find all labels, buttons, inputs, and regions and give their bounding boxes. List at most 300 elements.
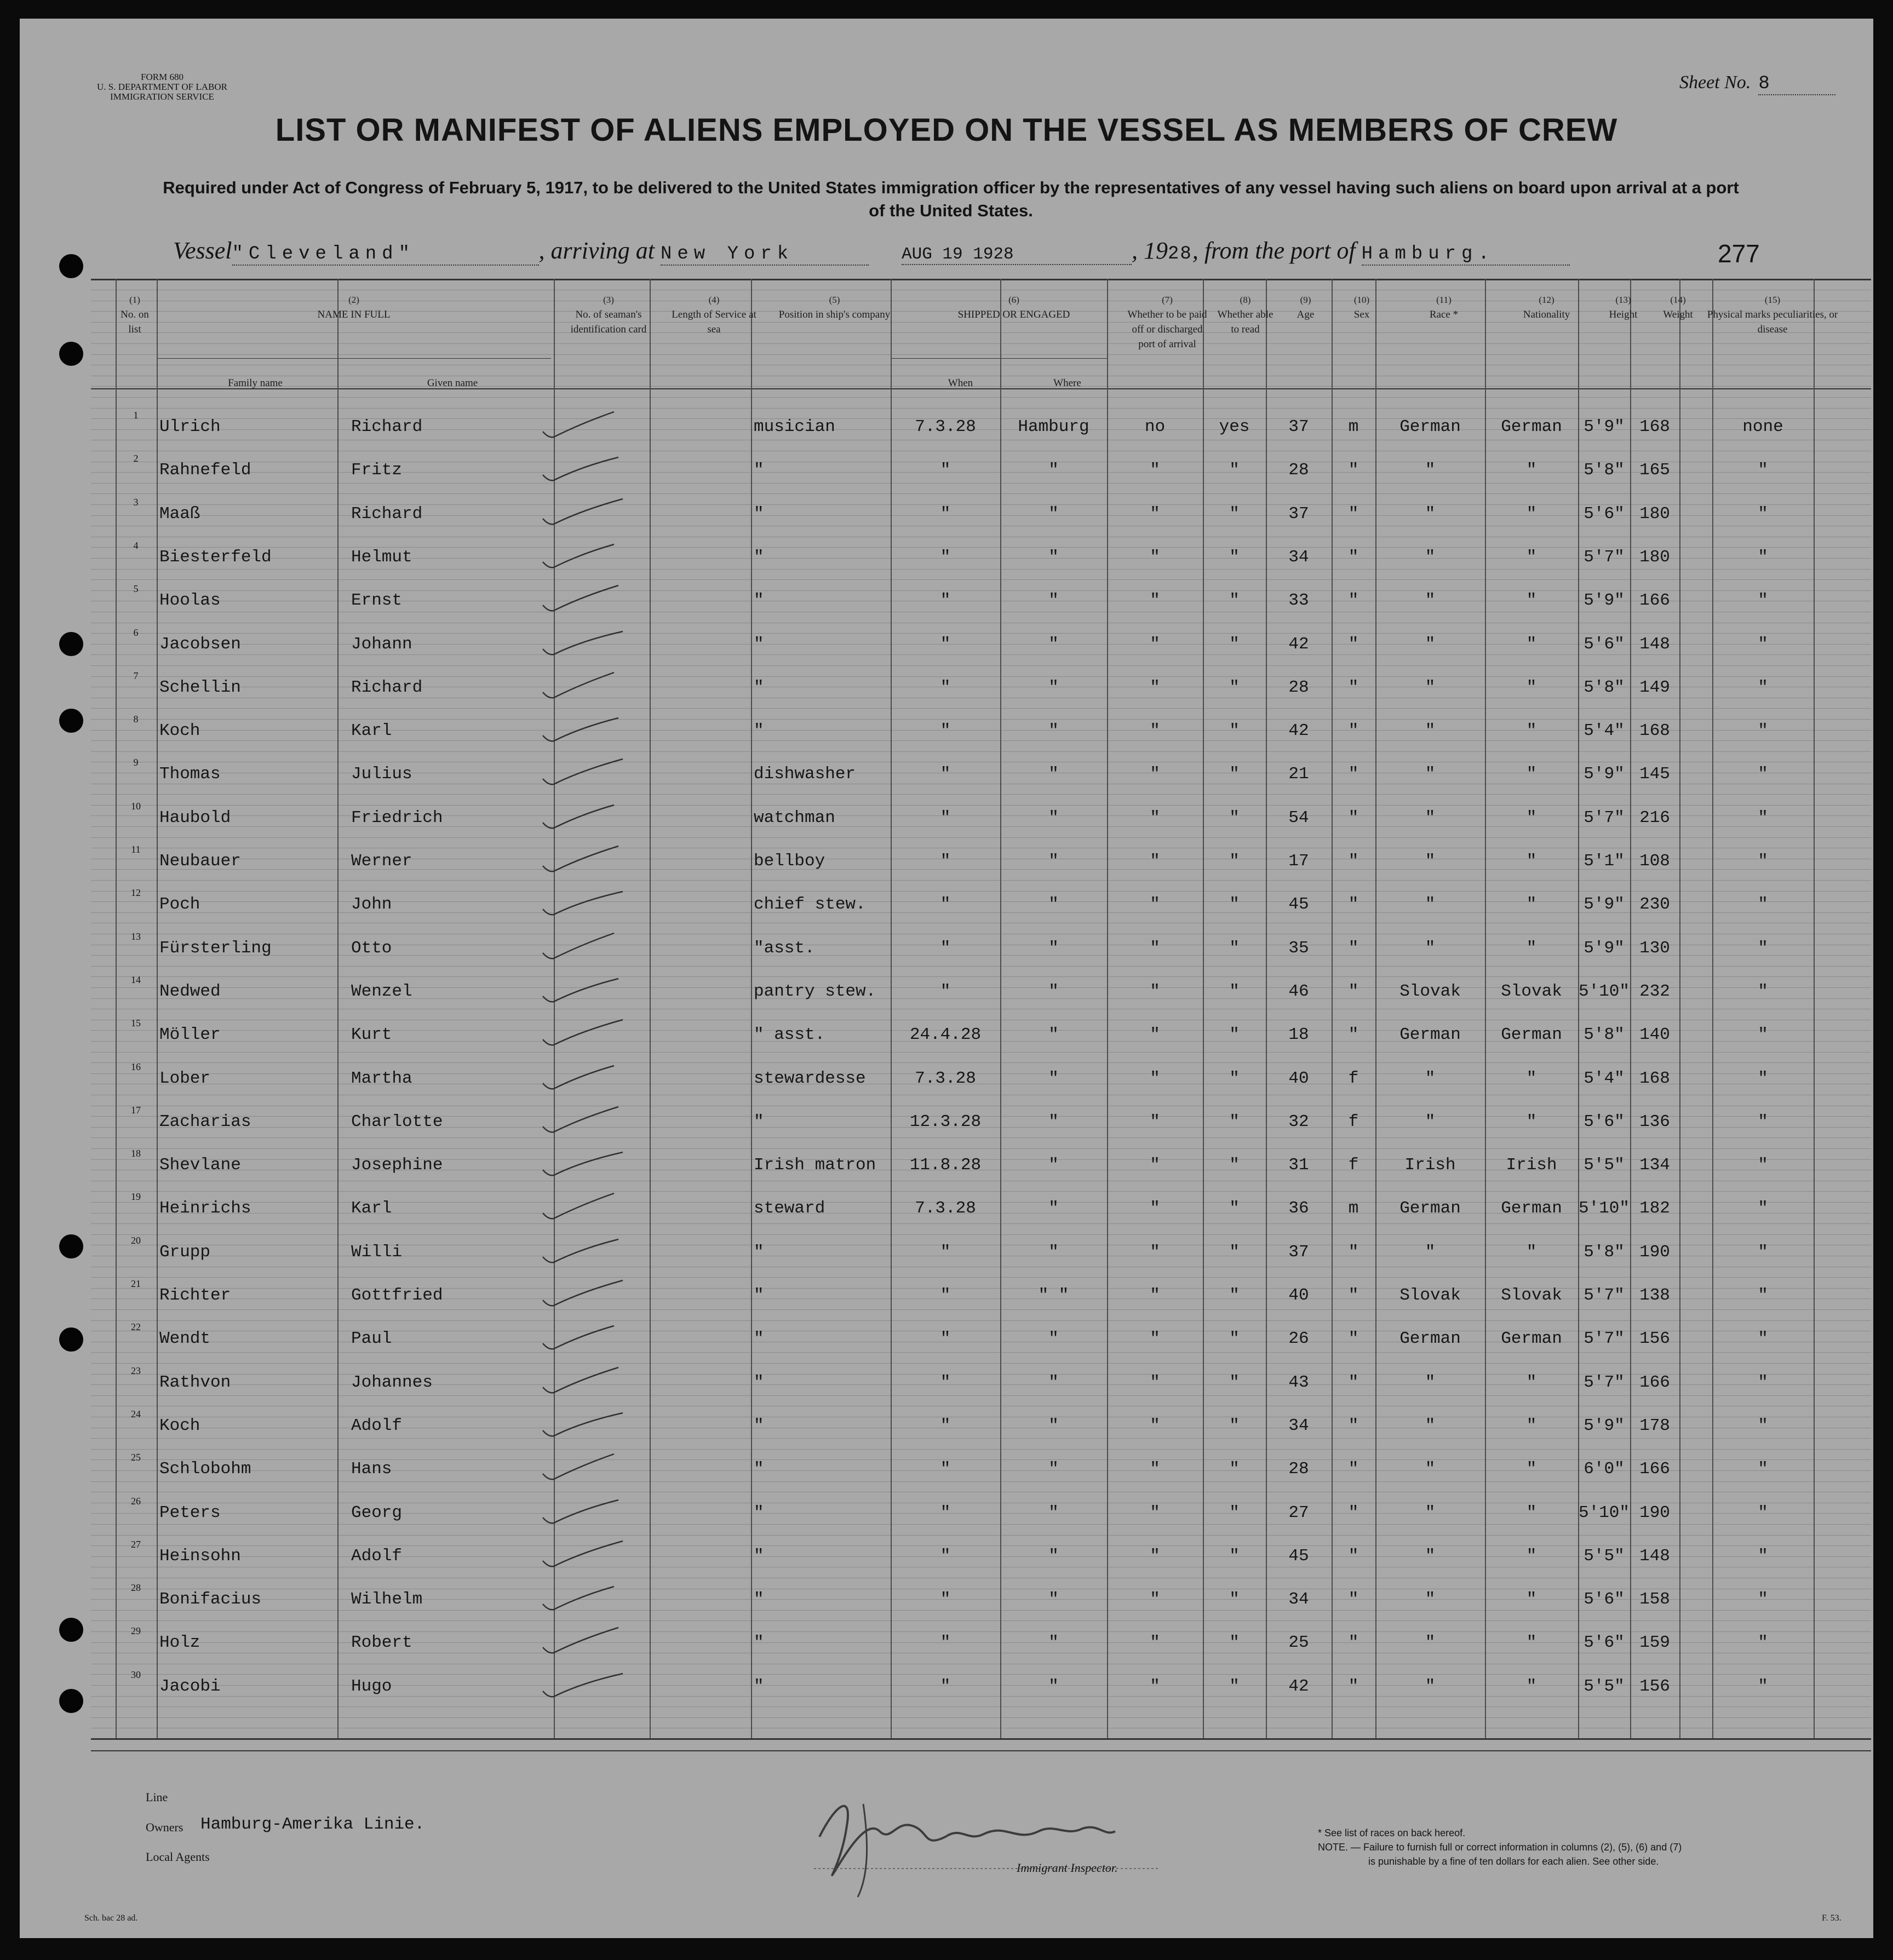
- cell-where: ": [1048, 1547, 1059, 1566]
- grid-line: [91, 1631, 1871, 1632]
- cell-when: 24.4.28: [909, 1025, 982, 1044]
- cell-where: ": [1048, 1503, 1059, 1522]
- cell-nat: ": [1526, 939, 1537, 958]
- col-number: (11): [1436, 295, 1452, 305]
- cell-sex: ": [1348, 982, 1359, 1001]
- cell-given: Paul: [351, 1329, 392, 1348]
- cell-age: 26: [1288, 1329, 1309, 1348]
- col-header-age: [1280, 292, 1332, 322]
- cell-marks: ": [1758, 1459, 1768, 1479]
- cell-age: 42: [1288, 1677, 1309, 1696]
- cell-age: 37: [1288, 504, 1309, 524]
- cell-nat: ": [1526, 1503, 1537, 1522]
- col-number: (3): [603, 295, 614, 305]
- cell-position: ": [754, 1416, 764, 1435]
- cell-nat: ": [1526, 1459, 1537, 1479]
- cell-sex: ": [1348, 808, 1359, 827]
- cell-nat: ": [1526, 765, 1537, 784]
- cell-given: Friedrich: [351, 808, 443, 827]
- cell-when: ": [940, 765, 951, 784]
- cell-race: ": [1425, 1590, 1436, 1609]
- grid-line: [91, 1277, 1871, 1278]
- printer-code: Sch. bac 28 ad.: [84, 1913, 138, 1923]
- cell-height: 5'1": [1584, 852, 1625, 871]
- grid-line: [91, 1524, 1871, 1525]
- cell-marks: ": [1758, 461, 1768, 480]
- cell-given: Otto: [351, 939, 392, 958]
- row-number: 21: [131, 1278, 141, 1289]
- cell-when: ": [940, 1503, 951, 1522]
- cell-age: 36: [1288, 1199, 1309, 1218]
- col-number: (13): [1615, 295, 1631, 305]
- cell-given: Fritz: [351, 461, 403, 480]
- cell-height: 5'5": [1584, 1547, 1625, 1566]
- row-number: 23: [131, 1365, 141, 1376]
- cell-position: ": [754, 548, 764, 567]
- cell-age: 28: [1288, 1459, 1309, 1479]
- cell-age: 31: [1288, 1156, 1309, 1175]
- cell-weight: 182: [1639, 1199, 1670, 1218]
- cell-age: 43: [1288, 1373, 1309, 1392]
- cell-age: 46: [1288, 982, 1309, 1001]
- cell-read: ": [1229, 1503, 1240, 1522]
- row-number: 27: [131, 1539, 141, 1550]
- form-code: F. 53.: [1822, 1913, 1842, 1923]
- row-number: 4: [133, 540, 139, 551]
- cell-race: ": [1425, 852, 1436, 871]
- cell-sex: m: [1348, 1199, 1359, 1218]
- cell-position: ": [754, 1112, 764, 1131]
- check-mark-icon: [532, 887, 658, 915]
- cell-position: ": [754, 1590, 764, 1609]
- cell-race: ": [1425, 678, 1436, 697]
- cell-weight: 136: [1639, 1112, 1670, 1131]
- cell-paid: ": [1150, 1112, 1160, 1131]
- cell-when: ": [940, 1547, 951, 1566]
- cell-read: ": [1229, 1677, 1240, 1696]
- cell-position: steward: [754, 1199, 825, 1218]
- cell-position: ": [754, 1243, 764, 1262]
- cell-race: ": [1425, 1069, 1436, 1088]
- grid-line: [91, 332, 1871, 333]
- grid-line: [91, 1438, 1871, 1439]
- punch-hole: [59, 1689, 83, 1713]
- col-number: (10): [1353, 295, 1370, 305]
- cell-family: Nedwed: [159, 982, 221, 1001]
- cell-read: ": [1229, 852, 1240, 871]
- col-header-name: [157, 292, 551, 322]
- column-line: [157, 279, 158, 1738]
- cell-read: ": [1229, 461, 1240, 480]
- cell-family: Peters: [159, 1503, 221, 1522]
- cell-race: ": [1425, 939, 1436, 958]
- cell-race: Slovak: [1399, 982, 1461, 1001]
- grid-line: [91, 654, 1871, 655]
- cell-position: " asst.: [754, 1025, 825, 1044]
- cell-marks: ": [1758, 1243, 1768, 1262]
- cell-marks: ": [1758, 504, 1768, 524]
- cell-weight: 166: [1639, 591, 1670, 610]
- cell-given: Gottfried: [351, 1286, 443, 1305]
- row-number: 5: [133, 583, 139, 594]
- cell-sex: f: [1348, 1112, 1359, 1131]
- col-number: (12): [1539, 295, 1554, 305]
- cell-given: Johann: [351, 635, 412, 654]
- cell-position: ": [754, 1459, 764, 1479]
- cell-paid: ": [1150, 1677, 1160, 1696]
- check-mark-icon: [532, 1018, 658, 1045]
- cell-age: 21: [1288, 765, 1309, 784]
- cell-family: Haubold: [159, 808, 231, 827]
- cell-family: Maaß: [159, 504, 200, 524]
- cell-race: German: [1399, 417, 1461, 436]
- cell-height: 5'6": [1584, 1112, 1625, 1131]
- cell-weight: 168: [1639, 417, 1670, 436]
- cell-given: Karl: [351, 1199, 392, 1218]
- cell-when: ": [940, 548, 951, 567]
- cell-nat: Slovak: [1501, 982, 1562, 1001]
- inspector-label: Immigrant Inspector.: [1017, 1861, 1118, 1875]
- cell-race: ": [1425, 1373, 1436, 1392]
- row-number: 30: [131, 1669, 141, 1680]
- cell-sex: ": [1348, 1329, 1359, 1348]
- cell-family: Shevlane: [159, 1156, 241, 1175]
- cell-marks: ": [1758, 852, 1768, 871]
- cell-nat: ": [1526, 548, 1537, 567]
- cell-given: Willi: [351, 1243, 403, 1262]
- col-header-shipped: [907, 292, 1121, 322]
- cell-sex: ": [1348, 678, 1359, 697]
- cell-given: Hans: [351, 1459, 392, 1479]
- cell-when: 12.3.28: [909, 1112, 982, 1131]
- cell-marks: ": [1758, 808, 1768, 827]
- cell-read: ": [1229, 1243, 1240, 1262]
- cell-weight: 190: [1639, 1243, 1670, 1262]
- cell-where: ": [1048, 1199, 1059, 1218]
- shipped-subheader-rule: [891, 358, 1107, 359]
- cell-marks: ": [1758, 635, 1768, 654]
- cell-race: ": [1425, 1416, 1436, 1435]
- cell-height: 5'9": [1584, 1416, 1625, 1435]
- cell-nat: ": [1526, 504, 1537, 524]
- grid-line: [91, 1674, 1871, 1675]
- col-number: (7): [1162, 295, 1173, 305]
- cell-when: 11.8.28: [909, 1156, 982, 1175]
- cell-read: ": [1229, 1459, 1240, 1479]
- col-number: (8): [1240, 295, 1251, 305]
- sheet-number: [1679, 72, 1835, 94]
- cell-weight: 168: [1639, 1069, 1670, 1088]
- cell-height: 5'5": [1584, 1156, 1625, 1175]
- row-number: 2: [133, 453, 139, 464]
- cell-given: Robert: [351, 1633, 412, 1652]
- cell-read: ": [1229, 1416, 1240, 1435]
- cell-nat: ": [1526, 1373, 1537, 1392]
- cell-read: ": [1229, 808, 1240, 827]
- cell-height: 5'9": [1584, 417, 1625, 436]
- department: U. S. DEPARTMENT OF LABOR: [97, 82, 227, 92]
- cell-position: bellboy: [754, 852, 825, 871]
- cell-when: ": [940, 1243, 951, 1262]
- cell-race: ": [1425, 1503, 1436, 1522]
- col-header-weight: [1652, 292, 1704, 322]
- departure-port: Hamburg.: [1362, 244, 1570, 266]
- cell-height: 5'8": [1584, 1243, 1625, 1262]
- year-prefix: , 19: [1132, 237, 1168, 264]
- cell-height: 5'6": [1584, 1633, 1625, 1652]
- cell-sex: ": [1348, 1503, 1359, 1522]
- cell-when: ": [940, 1459, 951, 1479]
- cell-marks: ": [1758, 1677, 1768, 1696]
- cell-read: ": [1229, 591, 1240, 610]
- cell-height: 5'7": [1584, 1286, 1625, 1305]
- cell-where: ": [1048, 1416, 1059, 1435]
- col-header-paid-off: [1123, 292, 1211, 352]
- page-title: LIST OR MANIFEST OF ALIENS EMPLOYED ON THE VESSEL AS MEMBERS OF CREW: [275, 112, 1618, 148]
- cell-family: Schellin: [159, 678, 241, 697]
- cell-height: 5'10": [1578, 982, 1630, 1001]
- cell-read: ": [1229, 1199, 1240, 1218]
- cell-age: 42: [1288, 721, 1309, 740]
- cell-given: Richard: [351, 417, 423, 436]
- grid-line: [91, 1062, 1871, 1063]
- cell-race: ": [1425, 548, 1436, 567]
- cell-race: ": [1425, 895, 1436, 914]
- grid-line: [91, 483, 1871, 484]
- cell-position: ": [754, 678, 764, 697]
- cell-marks: none: [1742, 417, 1783, 436]
- cell-where: ": [1048, 461, 1059, 480]
- cell-race: ": [1425, 504, 1436, 524]
- cell-given: Richard: [351, 504, 423, 524]
- cell-where: ": [1048, 1373, 1059, 1392]
- cell-marks: ": [1758, 895, 1768, 914]
- cell-where: ": [1048, 1156, 1059, 1175]
- cell-position: ": [754, 591, 764, 610]
- col-header-sex: [1334, 292, 1389, 322]
- cell-height: 6'0": [1584, 1459, 1625, 1479]
- cell-read: ": [1229, 1112, 1240, 1131]
- cell-where: ": [1048, 1112, 1059, 1131]
- cell-position: ": [754, 504, 764, 524]
- cell-when: ": [940, 939, 951, 958]
- cell-when: ": [940, 1329, 951, 1348]
- cell-when: ": [940, 1416, 951, 1435]
- cell-weight: 140: [1639, 1025, 1670, 1044]
- cell-family: Richter: [159, 1286, 231, 1305]
- check-mark-icon: [532, 1582, 658, 1610]
- cell-sex: ": [1348, 721, 1359, 740]
- cell-race: ": [1425, 765, 1436, 784]
- grid-line: [91, 880, 1871, 881]
- cell-height: 5'7": [1584, 1373, 1625, 1392]
- cell-race: German: [1399, 1025, 1461, 1044]
- col-number: (2): [348, 295, 359, 305]
- cell-height: 5'9": [1584, 895, 1625, 914]
- table-bottom-rule: [91, 1738, 1871, 1740]
- cell-marks: ": [1758, 721, 1768, 740]
- grid-line: [91, 1191, 1871, 1192]
- cell-paid: ": [1150, 548, 1160, 567]
- cell-nat: ": [1526, 852, 1537, 871]
- grid-line: [91, 1363, 1871, 1364]
- cell-when: ": [940, 461, 951, 480]
- cell-race: ": [1425, 591, 1436, 610]
- cell-when: 7.3.28: [915, 1199, 976, 1218]
- cell-nat: ": [1526, 635, 1537, 654]
- cell-read: ": [1229, 1547, 1240, 1566]
- cell-where: ": [1048, 678, 1059, 697]
- row-number: 22: [131, 1321, 141, 1332]
- cell-race: ": [1425, 1677, 1436, 1696]
- check-mark-icon: [532, 1452, 658, 1479]
- cell-family: Wendt: [159, 1329, 211, 1348]
- grid-line: [91, 493, 1871, 494]
- cell-nat: ": [1526, 1243, 1537, 1262]
- cell-given: Wilhelm: [351, 1590, 423, 1609]
- cell-age: 32: [1288, 1112, 1309, 1131]
- grid-line: [91, 1395, 1871, 1396]
- row-number: 28: [131, 1582, 141, 1593]
- cell-position: stewardesse: [754, 1069, 866, 1088]
- grid-line: [91, 966, 1871, 967]
- cell-read: ": [1229, 765, 1240, 784]
- col-label: Weight: [1663, 309, 1693, 320]
- vessel-name: "Cleveland": [232, 244, 539, 266]
- check-mark-icon: [532, 1625, 658, 1653]
- cell-family: Heinrichs: [159, 1199, 251, 1218]
- cell-age: 54: [1288, 808, 1309, 827]
- grid-line: [91, 1620, 1871, 1621]
- cell-family: Jacobsen: [159, 635, 241, 654]
- row-number: 9: [133, 757, 139, 768]
- cell-marks: ": [1758, 1286, 1768, 1305]
- cell-given: Helmut: [351, 548, 412, 567]
- cell-sex: ": [1348, 504, 1359, 524]
- cell-read: ": [1229, 1156, 1240, 1175]
- cell-height: 5'9": [1584, 939, 1625, 958]
- cell-marks: ": [1758, 1329, 1768, 1348]
- grid-line: [91, 976, 1871, 977]
- check-mark-icon: [532, 670, 658, 698]
- row-number: 17: [131, 1105, 141, 1116]
- cell-family: Koch: [159, 721, 200, 740]
- col-header-nationality: [1499, 292, 1594, 322]
- cell-position: watchman: [754, 808, 835, 827]
- cell-height: 5'8": [1584, 1025, 1625, 1044]
- cell-read: ": [1229, 721, 1240, 740]
- cell-paid: ": [1150, 721, 1160, 740]
- arriving-label: , arriving at: [538, 237, 655, 264]
- cell-weight: 180: [1639, 548, 1670, 567]
- cell-read: ": [1229, 982, 1240, 1001]
- cell-where: ": [1048, 504, 1059, 524]
- cell-height: 5'9": [1584, 591, 1625, 610]
- cell-family: Fürsterling: [159, 939, 272, 958]
- cell-read: ": [1229, 939, 1240, 958]
- note-line-2: is punishable by a fine of ten dollars for each alien. See other side.: [1368, 1856, 1659, 1867]
- owners-value: Hamburg-Amerika Linie.: [200, 1815, 425, 1834]
- cell-paid: ": [1150, 504, 1160, 524]
- cell-marks: ": [1758, 1069, 1768, 1088]
- cell-position: ": [754, 1329, 764, 1348]
- cell-weight: 230: [1639, 895, 1670, 914]
- cell-weight: 108: [1639, 852, 1670, 871]
- cell-position: ": [754, 1286, 764, 1305]
- row-number: 24: [131, 1409, 141, 1419]
- cell-nat: ": [1526, 591, 1537, 610]
- cell-sex: ": [1348, 1633, 1359, 1652]
- cell-sex: ": [1348, 635, 1359, 654]
- check-mark-icon: [532, 1105, 658, 1132]
- cell-read: ": [1229, 1373, 1240, 1392]
- check-mark-icon: [532, 497, 658, 524]
- row-number: 1: [133, 410, 139, 421]
- cell-family: Bonifacius: [159, 1590, 262, 1609]
- vessel-line: [173, 237, 869, 266]
- cell-marks: ": [1758, 548, 1768, 567]
- cell-race: ": [1425, 461, 1436, 480]
- col-label: SHIPPED OR ENGAGED: [957, 309, 1070, 320]
- cell-age: 34: [1288, 1590, 1309, 1609]
- cell-when: ": [940, 1590, 951, 1609]
- cell-paid: ": [1150, 1416, 1160, 1435]
- cell-race: ": [1425, 1547, 1436, 1566]
- cell-age: 45: [1288, 895, 1309, 914]
- col-header-marks: [1707, 292, 1838, 337]
- cell-sex: ": [1348, 1547, 1359, 1566]
- cell-sex: ": [1348, 1416, 1359, 1435]
- cell-when: ": [940, 678, 951, 697]
- cell-age: 28: [1288, 678, 1309, 697]
- cell-given: Karl: [351, 721, 392, 740]
- cell-read: ": [1229, 895, 1240, 914]
- cell-sex: f: [1348, 1156, 1359, 1175]
- cell-weight: 138: [1639, 1286, 1670, 1305]
- cell-marks: ": [1758, 982, 1768, 1001]
- grid-line: [91, 708, 1871, 709]
- cell-height: 5'7": [1584, 1329, 1625, 1348]
- vessel-label: Vessel: [173, 237, 232, 264]
- cell-age: 25: [1288, 1633, 1309, 1652]
- row-number: 20: [131, 1235, 141, 1246]
- cell-position: chief stew.: [754, 895, 866, 914]
- cell-weight: 156: [1639, 1677, 1670, 1696]
- grid-line: [91, 837, 1871, 838]
- cell-where: ": [1048, 939, 1059, 958]
- list-number: 277: [1718, 239, 1760, 268]
- cell-height: 5'7": [1584, 548, 1625, 567]
- cell-where: ": [1048, 721, 1059, 740]
- cell-height: 5'8": [1584, 461, 1625, 480]
- col-header-race: [1392, 292, 1496, 322]
- local-agents-label: Local Agents: [146, 1850, 210, 1864]
- cell-where: ": [1048, 982, 1059, 1001]
- cell-position: ": [754, 721, 764, 740]
- cell-when: 7.3.28: [915, 1069, 976, 1088]
- check-mark-icon: [532, 583, 658, 611]
- cell-marks: ": [1758, 1416, 1768, 1435]
- grid-line: [91, 1320, 1871, 1321]
- cell-family: Zacharias: [159, 1112, 251, 1131]
- arrival-date-stamp: AUG 19 1928: [902, 245, 1132, 265]
- form-number: FORM 680: [141, 72, 183, 82]
- punch-hole: [59, 1327, 83, 1352]
- col-number: (15): [1764, 295, 1781, 305]
- cell-where: " ": [1038, 1286, 1069, 1305]
- cell-age: 42: [1288, 635, 1309, 654]
- cell-age: 17: [1288, 852, 1309, 871]
